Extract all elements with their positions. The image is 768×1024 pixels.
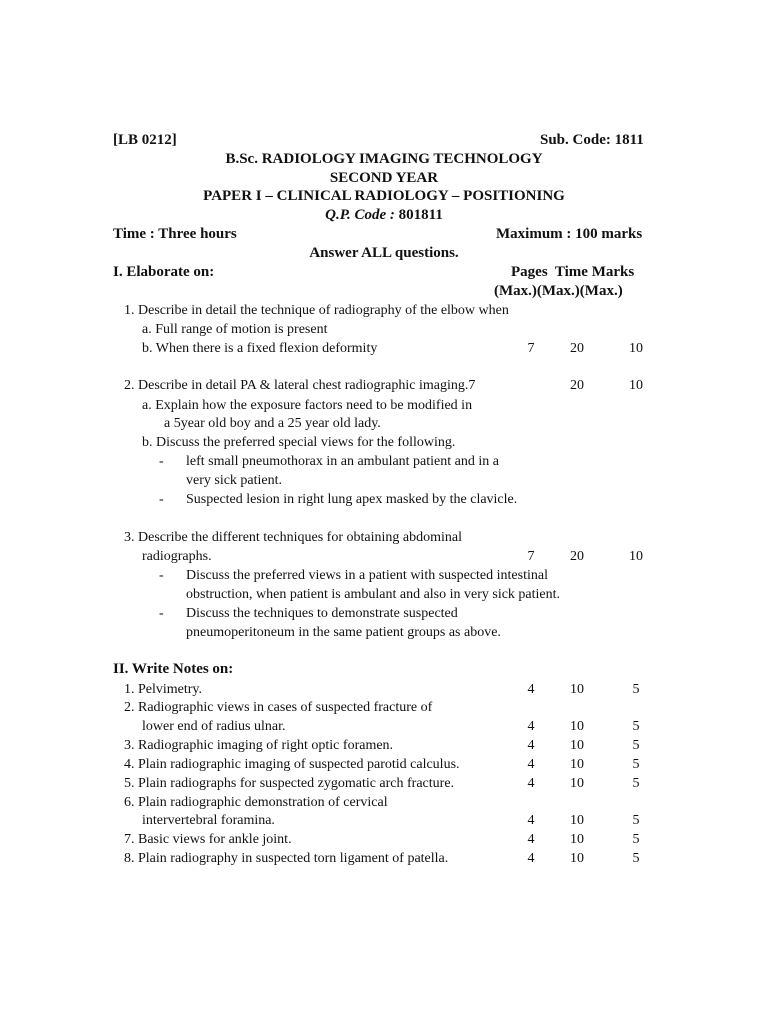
note-2-text-line1: 2. Radiographic views in cases of suspected fracture of (124, 700, 433, 715)
qp-code-label: Q.P. Code : (325, 207, 395, 223)
note-6-text-line2: intervertebral foramina. (142, 813, 275, 828)
paper-title: PAPER I – CLINICAL RADIOLOGY – POSITIONING (203, 188, 565, 204)
q2-sub-b: b. Discuss the preferred special views for the following. (142, 435, 456, 450)
maximum-marks: Maximum : 100 marks (496, 226, 643, 242)
q1-text: 1. Describe in detail the technique of radiography of the elbow when (124, 303, 509, 318)
note-7-time: 10 (570, 832, 584, 847)
note-5-marks: 5 (632, 776, 640, 791)
section-1-title: I. Elaborate on: (113, 264, 215, 280)
note-6-pages: 4 (527, 813, 535, 828)
time-allowed: Time : Three hours (113, 226, 237, 242)
q2-dash-2: - (159, 492, 164, 507)
q1-sub-b: b. When there is a fixed flexion deformity (142, 341, 378, 356)
year-title: SECOND YEAR (329, 170, 439, 186)
note-8-marks: 5 (632, 851, 640, 866)
column-header-line1: Pages Time Marks (511, 264, 635, 280)
note-3-text: 3. Radiographic imaging of right optic foramen. (124, 738, 394, 753)
qp-code-value: 801811 (398, 207, 443, 223)
note-3-pages: 4 (527, 738, 535, 753)
note-6-time: 10 (570, 813, 584, 828)
note-5-time: 10 (570, 776, 584, 791)
q2-sub-a-line1: a. Explain how the exposure factors need to be modified in (142, 398, 473, 413)
note-1-time: 10 (570, 682, 584, 697)
note-6-marks: 5 (632, 813, 640, 828)
column-header-line2: (Max.)(Max.)(Max.) (494, 283, 623, 299)
q1-sub-a: a. Full range of motion is present (142, 322, 328, 337)
note-4-pages: 4 (527, 757, 535, 772)
note-1-marks: 5 (632, 682, 640, 697)
q2-time: 20 (570, 378, 584, 393)
q1-marks: 10 (629, 341, 643, 356)
note-2-text-line2: lower end of radius ulnar. (142, 719, 286, 734)
note-2-time: 10 (570, 719, 584, 734)
qp-code (0, 206, 768, 225)
q2-bullet-1-line1: left small pneumothorax in an ambulant patient and in a (186, 454, 499, 469)
note-8-pages: 4 (527, 851, 535, 866)
note-3-time: 10 (570, 738, 584, 753)
note-2-marks: 5 (632, 719, 640, 734)
sub-code: Sub. Code: 1811 (540, 132, 644, 148)
note-1-pages: 4 (527, 682, 535, 697)
note-8-text: 8. Plain radiography in suspected torn ligament of patella. (124, 851, 449, 866)
q3-time: 20 (570, 549, 584, 564)
q2-bullet-1-line2: very sick patient. (186, 473, 283, 488)
degree-title: B.Sc. RADIOLOGY IMAGING TECHNOLOGY (225, 151, 543, 167)
q3-marks: 10 (629, 549, 643, 564)
note-7-marks: 5 (632, 832, 640, 847)
note-4-marks: 5 (632, 757, 640, 772)
note-8-time: 10 (570, 851, 584, 866)
q3-bullet-2-line1: Discuss the techniques to demonstrate suspected (186, 606, 458, 621)
note-2-pages: 4 (527, 719, 535, 734)
q3-dash-1: - (159, 568, 164, 583)
section-2-title: II. Write Notes on: (113, 661, 234, 677)
note-4-time: 10 (570, 757, 584, 772)
lb-code: [LB 0212] (113, 132, 177, 148)
q2-text: 2. Describe in detail PA & lateral chest radiographic imaging.7 (124, 378, 476, 393)
note-5-pages: 4 (527, 776, 535, 791)
note-6-text-line1: 6. Plain radiographic demonstration of cervical (124, 795, 388, 810)
note-4-text: 4. Plain radiographic imaging of suspected parotid calculus. (124, 757, 460, 772)
q1-pages: 7 (527, 341, 535, 356)
q3-text-line1: 3. Describe the different techniques for obtaining abdominal (124, 530, 462, 545)
q2-dash-1: - (159, 454, 164, 469)
note-1-text: 1. Pelvimetry. (124, 682, 203, 697)
q2-marks: 10 (629, 378, 643, 393)
q2-bullet-2: Suspected lesion in right lung apex masked by the clavicle. (186, 492, 518, 507)
note-5-text: 5. Plain radiographs for suspected zygomatic arch fracture. (124, 776, 455, 791)
q3-text-line2: radiographs. (142, 549, 212, 564)
note-7-text: 7. Basic views for ankle joint. (124, 832, 292, 847)
q3-bullet-1-line1: Discuss the preferred views in a patient with suspected intestinal (186, 568, 548, 583)
q3-bullet-2-line2: pneumoperitoneum in the same patient groups as above. (186, 625, 501, 640)
note-3-marks: 5 (632, 738, 640, 753)
q3-dash-2: - (159, 606, 164, 621)
q2-sub-a-line2: a 5year old boy and a 25 year old lady. (164, 416, 381, 431)
q3-bullet-1-line2: obstruction, when patient is ambulant and also in very sick patient. (186, 587, 561, 602)
q1-time: 20 (570, 341, 584, 356)
q3-pages: 7 (527, 549, 535, 564)
instruction: Answer ALL questions. (309, 245, 459, 261)
note-7-pages: 4 (527, 832, 535, 847)
